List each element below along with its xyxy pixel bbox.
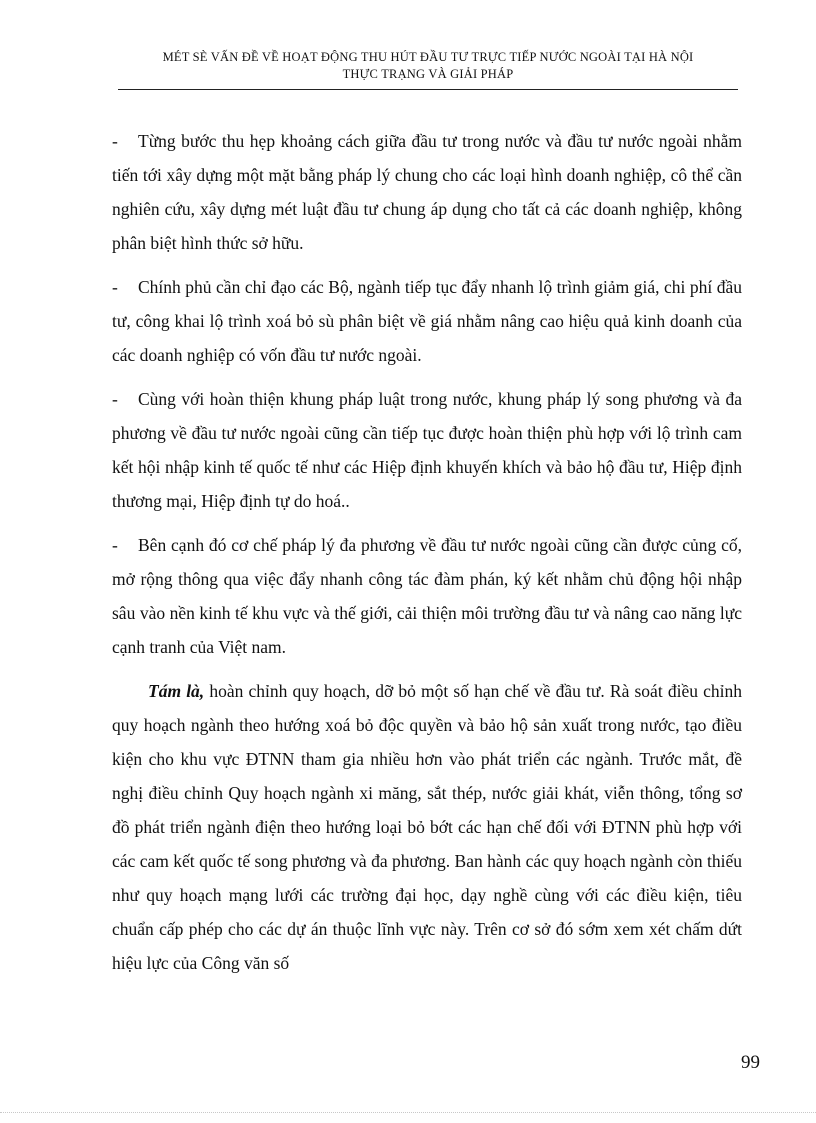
header-rule xyxy=(118,89,738,90)
header-title-line-2: THỰC TRẠNG VÀ GIẢI PHÁP xyxy=(342,67,514,81)
bullet-paragraph xyxy=(112,270,742,372)
paragraph-text: Chính phủ cần chỉ đạo các Bộ, ngành tiếp tục đẩy nhanh lộ trình giảm giá, chi phí đầu tư, công khai lộ trình xoá bỏ sù phân biệt về giá nhằm nâng cao hiệu quả kinh doanh của các doanh nghiệp có vốn đầu tư nước ngoài. xyxy=(112,277,742,365)
paragraph-text: Từng bước thu hẹp khoảng cách giữa đầu tư trong nước và đầu tư nước ngoài nhằm tiến tới xây dựng một mặt bằng pháp lý chung cho các loại hình doanh nghiệp, cô thể cần nghiên cứu, xây dựng mét luật đầu tư chung áp dụng cho tất cả các doanh nghiệp, không phân biệt hình thức sở hữu. xyxy=(112,131,742,253)
page-number: 99 xyxy=(741,1052,760,1073)
bullet-marker: - xyxy=(112,535,118,555)
body-text xyxy=(112,124,742,990)
bullet-marker: - xyxy=(112,277,118,297)
paragraph-text: Bên cạnh đó cơ chế pháp lý đa phương về đầu tư nước ngoài cũng cần được củng cố, mở rộng thông qua việc đẩy nhanh công tác đàm phán, ký kết nhằm chủ động hội nhập sâu vào nền kinh tế khu vực và thế giới, cải thiện môi trường đầu tư và nâng cao năng lực cạnh tranh của Việt nam. xyxy=(112,535,742,657)
bullet-paragraph xyxy=(112,382,742,518)
running-header xyxy=(118,49,738,83)
paragraph-text: Cùng với hoàn thiện khung pháp luật trong nước, khung pháp lý song phương và đa phương về đầu tư nước ngoài cũng cần tiếp tục được hoàn thiện phù hợp với lộ trình cam kết hội nhập kinh tế quốc tế như các Hiệp định khuyến khích và bảo hộ đầu tư, Hiệp định thương mại, Hiệp định tự do hoá.. xyxy=(112,389,742,511)
page-bottom-edge xyxy=(0,1112,816,1113)
bullet-marker: - xyxy=(112,131,118,151)
bullet-paragraph xyxy=(112,124,742,260)
bullet-paragraph xyxy=(112,528,742,664)
bullet-marker: - xyxy=(112,389,118,409)
header-title-line-1: MÉT SÈ VẤN ĐỀ VỀ HOẠT ĐỘNG THU HÚT ĐẦU TƯ TRỰC TIẾP NƯỚC NGOÀI TẠI HÀ NỘI xyxy=(162,50,694,64)
section-paragraph xyxy=(112,674,742,980)
section-lead: Tám là, xyxy=(148,681,205,701)
paragraph-text: hoàn chỉnh quy hoạch, dỡ bỏ một số hạn chế về đầu tư. Rà soát điều chỉnh quy hoạch ngành theo hướng xoá bỏ độc quyền và bảo hộ sản xuất trong nước, tạo điều kiện cho khu vực ĐTNN tham gia nhiều hơn vào phát triển các ngành. Trước mắt, đề nghị điều chỉnh Quy hoạch ngành xi măng, sắt thép, nước giải khát, viễn thông, tổng sơ đồ phát triển ngành điện theo hướng loại bỏ bớt các hạn chế đối với ĐTNN phù hợp với các cam kết quốc tế song phương và đa phương. Ban hành các quy hoạch ngành còn thiếu như quy hoạch mạng lưới các trường đại học, dạy nghề cùng với các điều kiện, tiêu chuẩn cấp phép cho các dự án thuộc lĩnh vực này. Trên cơ sở đó sớm xem xét chấm dứt hiệu lực của Công văn số xyxy=(112,681,742,973)
